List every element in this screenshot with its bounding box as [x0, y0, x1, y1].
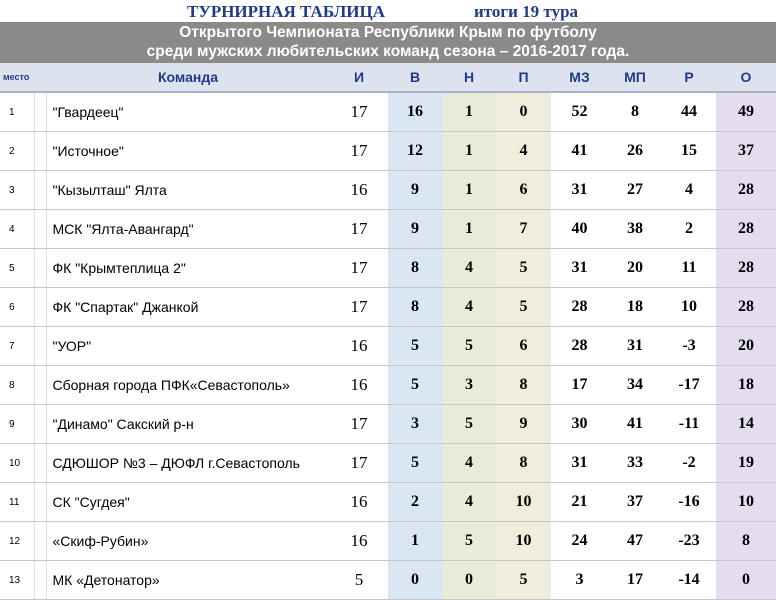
- team-name-cell: «Скиф-Рубин»: [46, 522, 330, 561]
- points-cell: 0: [716, 561, 776, 600]
- title-bar: [0, 0, 776, 22]
- col-header-wins: В: [388, 63, 442, 92]
- place-cell: 9: [0, 405, 34, 444]
- goals-for-cell: 40: [551, 210, 608, 249]
- goals-against-cell: 20: [608, 249, 662, 288]
- col-header-team: Команда: [46, 63, 330, 92]
- losses-cell: 5: [496, 249, 551, 288]
- losses-cell: 4: [496, 132, 551, 171]
- draws-cell: 4: [442, 444, 496, 483]
- place-cell: 4: [0, 210, 34, 249]
- played-cell: 17: [330, 444, 388, 483]
- goals-against-cell: 34: [608, 366, 662, 405]
- goal-diff-cell: 10: [662, 288, 716, 327]
- place-cell: 2: [0, 132, 34, 171]
- team-name-cell: "Кызылташ" Ялта: [46, 171, 330, 210]
- wins-cell: 9: [388, 171, 442, 210]
- spacer-cell: [34, 171, 46, 210]
- losses-cell: 5: [496, 561, 551, 600]
- goal-diff-cell: -16: [662, 483, 716, 522]
- wins-cell: 8: [388, 288, 442, 327]
- team-name-cell: "Динамо" Сакский р-н: [46, 405, 330, 444]
- team-name-cell: ФК "Спартак" Джанкой: [46, 288, 330, 327]
- goal-diff-cell: 4: [662, 171, 716, 210]
- goals-against-cell: 38: [608, 210, 662, 249]
- goals-for-cell: 3: [551, 561, 608, 600]
- spacer-cell: [34, 210, 46, 249]
- goal-diff-cell: 11: [662, 249, 716, 288]
- banner-line-1: Открытого Чемпионата Республики Крым по футболу: [179, 24, 597, 41]
- col-header-played: И: [330, 63, 388, 92]
- points-cell: 8: [716, 522, 776, 561]
- table-row: [0, 132, 776, 171]
- points-cell: 18: [716, 366, 776, 405]
- played-cell: 17: [330, 249, 388, 288]
- table-row: [0, 171, 776, 210]
- standings-table: [0, 63, 776, 600]
- wins-cell: 5: [388, 366, 442, 405]
- standings-body: [0, 92, 776, 600]
- col-header-losses: П: [496, 63, 551, 92]
- wins-cell: 0: [388, 561, 442, 600]
- goals-for-cell: 31: [551, 171, 608, 210]
- wins-cell: 16: [388, 92, 442, 132]
- losses-cell: 6: [496, 327, 551, 366]
- spacer-cell: [34, 92, 46, 132]
- losses-cell: 0: [496, 92, 551, 132]
- draws-cell: 1: [442, 210, 496, 249]
- draws-cell: 5: [442, 405, 496, 444]
- team-name-cell: СК "Сугдея": [46, 483, 330, 522]
- col-header-points: О: [716, 63, 776, 92]
- col-header-goal-diff: Р: [662, 63, 716, 92]
- spacer-cell: [34, 366, 46, 405]
- played-cell: 17: [330, 288, 388, 327]
- goals-against-cell: 33: [608, 444, 662, 483]
- place-cell: 10: [0, 444, 34, 483]
- spacer-cell: [34, 132, 46, 171]
- table-row: [0, 249, 776, 288]
- table-row: [0, 405, 776, 444]
- goals-for-cell: 31: [551, 444, 608, 483]
- goals-for-cell: 52: [551, 92, 608, 132]
- losses-cell: 10: [496, 483, 551, 522]
- place-cell: 6: [0, 288, 34, 327]
- team-name-cell: Сборная города ПФК«Севастополь»: [46, 366, 330, 405]
- place-cell: 8: [0, 366, 34, 405]
- goals-against-cell: 27: [608, 171, 662, 210]
- spacer-cell: [34, 561, 46, 600]
- place-cell: 12: [0, 522, 34, 561]
- table-row: [0, 327, 776, 366]
- place-cell: 3: [0, 171, 34, 210]
- col-header-spacer: [34, 63, 46, 92]
- losses-cell: 10: [496, 522, 551, 561]
- goals-for-cell: 41: [551, 132, 608, 171]
- played-cell: 16: [330, 366, 388, 405]
- spacer-cell: [34, 327, 46, 366]
- title-round: итоги 19 тура: [474, 2, 579, 21]
- banner-line-2: среди мужских любительских команд сезона – 2016-2017 года.: [146, 43, 630, 60]
- team-name-cell: "УОР": [46, 327, 330, 366]
- goals-for-cell: 17: [551, 366, 608, 405]
- points-cell: 19: [716, 444, 776, 483]
- played-cell: 16: [330, 327, 388, 366]
- losses-cell: 6: [496, 171, 551, 210]
- wins-cell: 8: [388, 249, 442, 288]
- losses-cell: 9: [496, 405, 551, 444]
- spacer-cell: [34, 444, 46, 483]
- spacer-cell: [34, 249, 46, 288]
- points-cell: 10: [716, 483, 776, 522]
- goals-against-cell: 31: [608, 327, 662, 366]
- points-cell: 37: [716, 132, 776, 171]
- goals-against-cell: 41: [608, 405, 662, 444]
- losses-cell: 8: [496, 444, 551, 483]
- goals-against-cell: 18: [608, 288, 662, 327]
- wins-cell: 3: [388, 405, 442, 444]
- played-cell: 16: [330, 171, 388, 210]
- points-cell: 28: [716, 288, 776, 327]
- wins-cell: 9: [388, 210, 442, 249]
- played-cell: 17: [330, 210, 388, 249]
- goals-for-cell: 31: [551, 249, 608, 288]
- wins-cell: 5: [388, 327, 442, 366]
- goals-against-cell: 17: [608, 561, 662, 600]
- spacer-cell: [34, 288, 46, 327]
- col-header-draws: Н: [442, 63, 496, 92]
- losses-cell: 5: [496, 288, 551, 327]
- draws-cell: 4: [442, 249, 496, 288]
- played-cell: 17: [330, 405, 388, 444]
- goals-for-cell: 24: [551, 522, 608, 561]
- table-row: [0, 210, 776, 249]
- wins-cell: 12: [388, 132, 442, 171]
- goals-for-cell: 28: [551, 327, 608, 366]
- col-header-goals-for: МЗ: [551, 63, 608, 92]
- place-cell: 7: [0, 327, 34, 366]
- goals-for-cell: 28: [551, 288, 608, 327]
- goal-diff-cell: -23: [662, 522, 716, 561]
- goals-against-cell: 47: [608, 522, 662, 561]
- losses-cell: 8: [496, 366, 551, 405]
- place-cell: 11: [0, 483, 34, 522]
- draws-cell: 3: [442, 366, 496, 405]
- goal-diff-cell: -17: [662, 366, 716, 405]
- wins-cell: 1: [388, 522, 442, 561]
- place-cell: 5: [0, 249, 34, 288]
- table-row: [0, 366, 776, 405]
- goal-diff-cell: -2: [662, 444, 716, 483]
- place-cell: 13: [0, 561, 34, 600]
- title-standings: ТУРНИРНАЯ ТАБЛИЦА: [187, 2, 386, 21]
- table-row: [0, 483, 776, 522]
- draws-cell: 1: [442, 92, 496, 132]
- draws-cell: 1: [442, 171, 496, 210]
- goal-diff-cell: -11: [662, 405, 716, 444]
- goals-against-cell: 37: [608, 483, 662, 522]
- goals-against-cell: 26: [608, 132, 662, 171]
- championship-banner: [0, 22, 776, 63]
- goal-diff-cell: -3: [662, 327, 716, 366]
- team-name-cell: ФК "Крымтеплица 2": [46, 249, 330, 288]
- goal-diff-cell: -14: [662, 561, 716, 600]
- spacer-cell: [34, 405, 46, 444]
- draws-cell: 4: [442, 288, 496, 327]
- points-cell: 28: [716, 249, 776, 288]
- header-row: [0, 63, 776, 92]
- points-cell: 28: [716, 210, 776, 249]
- place-cell: 1: [0, 92, 34, 132]
- team-name-cell: "Гвардеец": [46, 92, 330, 132]
- goals-against-cell: 8: [608, 92, 662, 132]
- draws-cell: 1: [442, 132, 496, 171]
- col-header-goals-against: МП: [608, 63, 662, 92]
- points-cell: 20: [716, 327, 776, 366]
- points-cell: 28: [716, 171, 776, 210]
- team-name-cell: "Источное": [46, 132, 330, 171]
- table-row: [0, 561, 776, 600]
- goal-diff-cell: 44: [662, 92, 716, 132]
- losses-cell: 7: [496, 210, 551, 249]
- team-name-cell: МК «Детонатор»: [46, 561, 330, 600]
- goals-for-cell: 21: [551, 483, 608, 522]
- draws-cell: 0: [442, 561, 496, 600]
- table-row: [0, 522, 776, 561]
- played-cell: 5: [330, 561, 388, 600]
- wins-cell: 5: [388, 444, 442, 483]
- table-row: [0, 444, 776, 483]
- team-name-cell: СДЮШОР №3 – ДЮФЛ г.Севастополь: [46, 444, 330, 483]
- draws-cell: 5: [442, 327, 496, 366]
- table-row: [0, 92, 776, 132]
- played-cell: 17: [330, 92, 388, 132]
- points-cell: 49: [716, 92, 776, 132]
- points-cell: 14: [716, 405, 776, 444]
- goal-diff-cell: 15: [662, 132, 716, 171]
- played-cell: 16: [330, 483, 388, 522]
- team-name-cell: МСК "Ялта-Авангард": [46, 210, 330, 249]
- goals-for-cell: 30: [551, 405, 608, 444]
- table-row: [0, 288, 776, 327]
- wins-cell: 2: [388, 483, 442, 522]
- goal-diff-cell: 2: [662, 210, 716, 249]
- draws-cell: 4: [442, 483, 496, 522]
- played-cell: 17: [330, 132, 388, 171]
- col-header-place: место: [0, 63, 34, 92]
- spacer-cell: [34, 522, 46, 561]
- draws-cell: 5: [442, 522, 496, 561]
- played-cell: 16: [330, 522, 388, 561]
- spacer-cell: [34, 483, 46, 522]
